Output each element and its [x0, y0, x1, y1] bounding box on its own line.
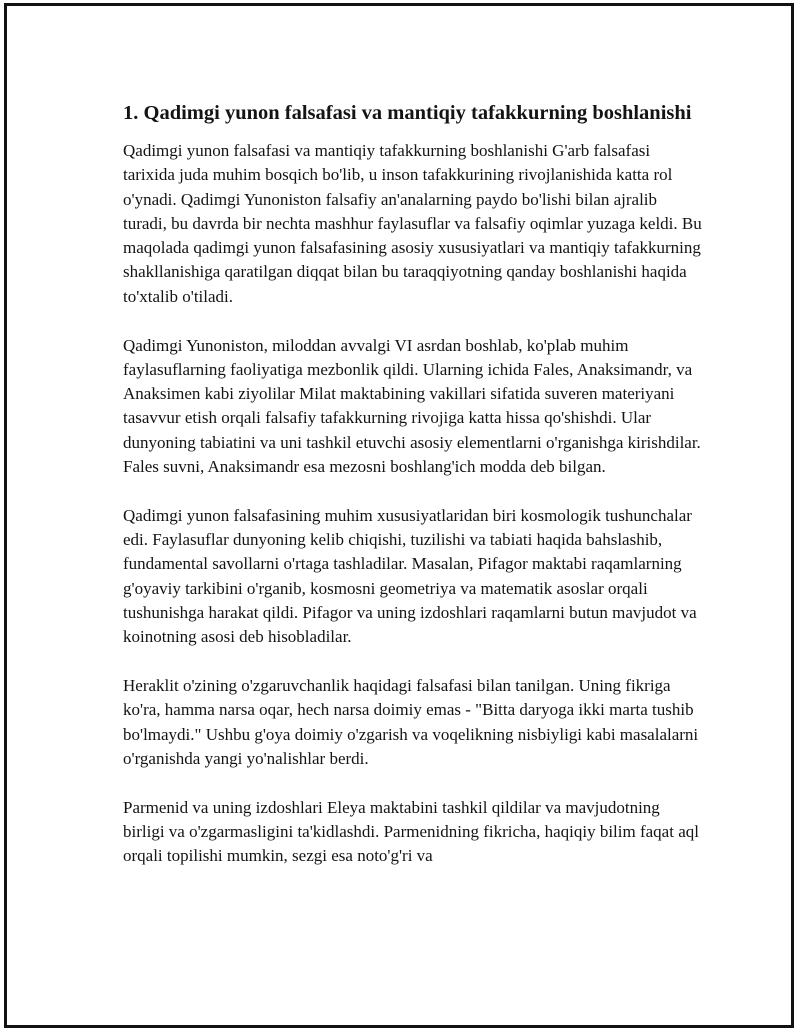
document-body	[123, 100, 703, 893]
paragraph-4: Heraklit o'zining o'zgaruvchanlik haqidagi falsafasi bilan tanilgan. Uning fikriga ko'ra, hamma narsa oqar, hech narsa doimiy emas - "Bitta daryoga ikki marta tushib bo'lmaydi." Ushbu g'oya doimiy o'zgarish va voqelikning nisbiyligi kabi masalalarni o'rganishda yangi yo'nalishlar berdi.	[123, 676, 699, 769]
section-heading: 1. Qadimgi yunon falsafasi va mantiqiy tafakkurning boshlanishi	[123, 102, 692, 124]
paragraph-1: Qadimgi yunon falsafasi va mantiqiy tafakkurning boshlanishi G'arb falsafasi tarixida juda muhim bosqich bo'lib, u inson tafakkurining rivojlanishida katta rol o'ynadi. Qadimgi Yunoniston falsafiy an'analarning paydo bo'lishi bilan ajralib turadi, bu davrda bir nechta mashhur faylasuflar va falsafiy oqimlar yuzaga keldi. Bu maqolada qadimgi yunon falsafasining asosiy xususiyatlari va mantiqiy tafakkurning shakllanishiga qaratilgan diqqat bilan bu taraqqiyotning qanday boshlanishi haqida to'xtalib o'tiladi.	[123, 141, 702, 306]
paragraph-5: Parmenid va uning izdoshlari Eleya maktabini tashkil qildilar va mavjudotning birligi va o'zgarmasligini ta'kidlashdi. Parmenidning fikricha, haqiqiy bilim faqat aql orqali topilishi mumkin, sezgi esa noto'g'ri va	[123, 797, 699, 866]
paragraph-3: Qadimgi yunon falsafasining muhim xususiyatlaridan biri kosmologik tushunchalar edi. Faylasuflar dunyoning kelib chiqishi, tuzilishi va tabiati haqida bahslashib, fundamental savollarni o'rtaga tashladilar. Masalan, Pifagor maktabi raqamlarning g'oyaviy tarkibini o'rganib, kosmosni geometriya va matematik asoslar orqali tushunishga harakat qildi. Pifagor va uning izdoshlari raqamlarni butun mavjudot va koinotning asosi deb hisobladilar.	[123, 505, 697, 647]
page-frame	[4, 3, 794, 1028]
paragraph-2: Qadimgi Yunoniston, miloddan avvalgi VI asrdan boshlab, ko'plab muhim faylasuflarning faoliyatiga mezbonlik qildi. Ularning ichida Fales, Anaksimandr, va Anaksimen kabi ziyolilar Milat maktabining vakillari sifatida suveren materiyani tasavvur etish orqali falsafiy tafakkurning rivojiga katta hissa qo'shishdi. Ular dunyoning tabiatini va uni tashkil etuvchi asosiy elementlarni o'rganishga kirishdilar. Fales suvni, Anaksimandr esa mezosni boshlang'ich modda deb bilgan.	[123, 335, 701, 477]
